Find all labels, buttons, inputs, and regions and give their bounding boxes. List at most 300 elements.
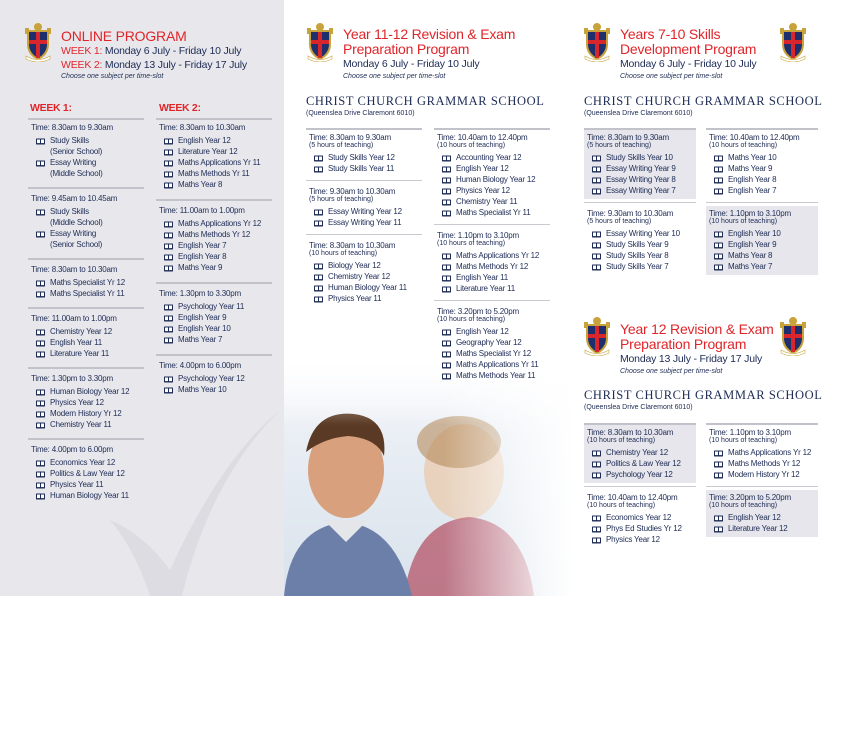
time-slot-block bbox=[28, 262, 144, 302]
subject-label: English Year 7 bbox=[728, 186, 777, 195]
teaching-hours-note: (5 hours of teaching) bbox=[309, 142, 374, 149]
subject-item bbox=[437, 196, 550, 207]
subject-label: English Year 10 bbox=[728, 229, 781, 238]
subject-item bbox=[587, 534, 696, 545]
time-slot-block bbox=[156, 358, 272, 398]
subject-item bbox=[709, 458, 818, 469]
book-icon bbox=[36, 329, 45, 336]
teaching-hours-note: (5 hours of teaching) bbox=[309, 196, 374, 203]
book-icon bbox=[314, 209, 323, 216]
subject-item bbox=[587, 523, 696, 534]
book-icon bbox=[592, 188, 601, 195]
subject-label: Maths Methods Yr 12 bbox=[728, 459, 801, 468]
year-11-12-panel bbox=[284, 0, 574, 596]
book-icon bbox=[164, 254, 173, 261]
time-slot-label: Time: 10.40am to 12.40pm bbox=[437, 133, 528, 142]
subject-label: Economics Year 12 bbox=[606, 513, 672, 522]
time-slot-block bbox=[156, 120, 272, 193]
subject-item bbox=[159, 168, 272, 179]
divider-line bbox=[706, 486, 818, 487]
time-slot-block bbox=[306, 184, 422, 231]
subject-label: Study Skills (Senior School) bbox=[50, 136, 103, 156]
book-icon bbox=[164, 160, 173, 167]
subject-label: Phys Ed Studies Yr 12 bbox=[606, 524, 682, 533]
subject-label: Literature Year 11 bbox=[456, 284, 515, 293]
subject-item bbox=[31, 337, 144, 348]
book-icon bbox=[36, 422, 45, 429]
subject-label: Maths Specialist Yr 11 bbox=[50, 289, 125, 298]
teaching-hours-note: (10 hours of teaching) bbox=[437, 316, 506, 323]
subject-label: Maths Methods Yr 11 bbox=[178, 169, 250, 178]
subject-label: English Year 11 bbox=[456, 273, 509, 282]
school-crest-icon bbox=[779, 316, 807, 356]
book-icon bbox=[592, 537, 601, 544]
subject-label: English Year 9 bbox=[178, 313, 227, 322]
time-slot-label: Time: 4.00pm to 6.00pm bbox=[159, 361, 242, 370]
time-slot-block bbox=[28, 191, 144, 253]
subject-item bbox=[159, 373, 272, 384]
book-icon bbox=[442, 188, 451, 195]
online-title: ONLINE PROGRAM bbox=[61, 28, 187, 44]
book-icon bbox=[592, 231, 601, 238]
subject-item bbox=[31, 277, 144, 288]
divider-line bbox=[28, 187, 144, 189]
time-slot-block bbox=[156, 203, 272, 276]
subject-item bbox=[309, 206, 422, 217]
book-icon bbox=[714, 188, 723, 195]
time-slot-label: Time: 11.00am to 1.00pm bbox=[159, 206, 245, 215]
divider-line bbox=[434, 224, 550, 225]
y1112-school-name: CHRIST CHURCH GRAMMAR SCHOOL bbox=[306, 94, 545, 108]
school-crest-icon bbox=[583, 22, 611, 62]
time-slot-label: Time: 3.20pm to 5.20pm bbox=[709, 493, 792, 502]
teaching-hours-note: (10 hours of teaching) bbox=[437, 142, 506, 149]
subject-item bbox=[309, 271, 422, 282]
subject-label: Maths Applications Yr 12 bbox=[456, 251, 540, 260]
subject-item bbox=[709, 185, 818, 196]
subject-item bbox=[31, 490, 144, 501]
subject-label: Maths Year 8 bbox=[728, 251, 773, 260]
divider-line bbox=[306, 180, 422, 181]
book-icon bbox=[314, 296, 323, 303]
book-icon bbox=[36, 493, 45, 500]
book-icon bbox=[714, 472, 723, 479]
book-icon bbox=[164, 232, 173, 239]
y710-address: (Queenslea Drive Claremont 6010) bbox=[584, 110, 693, 117]
subject-label: Physics Year 12 bbox=[456, 186, 510, 195]
book-icon bbox=[442, 351, 451, 358]
subject-item bbox=[159, 334, 272, 345]
subject-label: Maths Methods Yr 12 bbox=[178, 230, 251, 239]
subject-item bbox=[309, 163, 422, 174]
subject-label: English Year 12 bbox=[456, 327, 509, 336]
subject-label: Human Biology Year 11 bbox=[50, 491, 129, 500]
subject-label: Study Skills Year 8 bbox=[606, 251, 669, 260]
y12-school-name: CHRIST CHURCH GRAMMAR SCHOOL bbox=[584, 388, 823, 402]
subject-label: Maths Year 7 bbox=[728, 262, 773, 271]
subject-item bbox=[437, 250, 550, 261]
subject-item bbox=[437, 261, 550, 272]
book-icon bbox=[36, 351, 45, 358]
time-slot-block bbox=[28, 120, 144, 182]
subject-item bbox=[159, 251, 272, 262]
time-slot-label: Time: 8.30am to 10.30am bbox=[31, 265, 118, 274]
book-icon bbox=[442, 155, 451, 162]
subject-item bbox=[437, 163, 550, 174]
time-slot-block bbox=[434, 130, 550, 221]
book-icon bbox=[442, 264, 451, 271]
subject-item bbox=[309, 282, 422, 293]
book-icon bbox=[714, 461, 723, 468]
book-icon bbox=[442, 177, 451, 184]
book-icon bbox=[164, 315, 173, 322]
time-slot-block bbox=[306, 238, 422, 307]
subject-label: English Year 8 bbox=[178, 252, 227, 261]
subject-label: Study Skills Year 11 bbox=[328, 164, 395, 173]
time-slot-label: Time: 1.30pm to 3.30pm bbox=[159, 289, 242, 298]
subject-item bbox=[159, 179, 272, 190]
subject-item bbox=[709, 239, 818, 250]
subject-item bbox=[31, 386, 144, 397]
book-icon bbox=[714, 515, 723, 522]
time-slot-block bbox=[706, 206, 818, 275]
subject-label: Maths Year 9 bbox=[728, 164, 773, 173]
subject-label: Essay Writing (Senior School) bbox=[50, 229, 103, 249]
book-icon bbox=[314, 166, 323, 173]
subject-label: Study Skills Year 12 bbox=[328, 153, 395, 162]
subject-item bbox=[587, 512, 696, 523]
book-icon bbox=[714, 450, 723, 457]
time-slot-label: Time: 8.30am to 9.30am bbox=[309, 133, 392, 142]
time-slot-block bbox=[706, 425, 818, 483]
book-icon bbox=[442, 373, 451, 380]
book-icon bbox=[164, 171, 173, 178]
subject-label: Chemistry Year 11 bbox=[456, 197, 518, 206]
week1-heading: WEEK 1: bbox=[30, 102, 72, 114]
teaching-hours-note: (5 hours of teaching) bbox=[587, 142, 652, 149]
subject-label: Chemistry Year 12 bbox=[50, 327, 112, 336]
time-slot-block bbox=[584, 130, 696, 199]
divider-line bbox=[28, 307, 144, 309]
time-slot-label: Time: 1.10pm to 3.10pm bbox=[437, 231, 520, 240]
subject-label: Maths Year 8 bbox=[178, 180, 223, 189]
subject-label: Literature Year 12 bbox=[178, 147, 238, 156]
time-slot-block bbox=[706, 490, 818, 537]
subject-item bbox=[31, 157, 144, 179]
subject-label: Chemistry Year 12 bbox=[606, 448, 668, 457]
time-slot-label: Time: 9.30am to 10.30am bbox=[309, 187, 396, 196]
subject-label: Maths Applications Yr 11 bbox=[456, 360, 539, 369]
book-icon bbox=[164, 138, 173, 145]
book-icon bbox=[592, 461, 601, 468]
subject-item bbox=[31, 135, 144, 157]
book-icon bbox=[442, 329, 451, 336]
subject-label: Psychology Year 12 bbox=[178, 374, 245, 383]
online-choose-note: Choose one subject per time-slot bbox=[61, 73, 164, 80]
book-icon bbox=[592, 264, 601, 271]
subject-item bbox=[709, 512, 818, 523]
subject-item bbox=[709, 261, 818, 272]
subject-item bbox=[159, 229, 272, 240]
teaching-hours-note: (10 hours of teaching) bbox=[587, 502, 656, 509]
time-slot-block bbox=[584, 425, 696, 483]
subject-item bbox=[31, 206, 144, 228]
subject-label: Chemistry Year 12 bbox=[328, 272, 390, 281]
divider-line bbox=[306, 234, 422, 235]
y710-title-line1: Years 7-10 Skills bbox=[620, 26, 721, 42]
subject-label: Maths Applications Yr 12 bbox=[728, 448, 812, 457]
book-icon bbox=[36, 291, 45, 298]
subject-item bbox=[437, 337, 550, 348]
book-icon bbox=[592, 450, 601, 457]
book-icon bbox=[164, 149, 173, 156]
subject-item bbox=[709, 523, 818, 534]
time-slot-block bbox=[28, 311, 144, 362]
subject-item bbox=[31, 468, 144, 479]
book-icon bbox=[36, 389, 45, 396]
subject-item bbox=[709, 447, 818, 458]
subject-label: Human Biology Year 11 bbox=[328, 283, 407, 292]
book-icon bbox=[36, 280, 45, 287]
subject-item bbox=[437, 283, 550, 294]
subject-item bbox=[709, 152, 818, 163]
book-icon bbox=[442, 286, 451, 293]
subject-label: Essay Writing Year 9 bbox=[606, 164, 676, 173]
subject-item bbox=[31, 479, 144, 490]
subject-label: Study Skills Year 7 bbox=[606, 262, 669, 271]
subject-label: Essay Writing Year 11 bbox=[328, 218, 402, 227]
subject-item bbox=[437, 348, 550, 359]
time-slot-label: Time: 8.30am to 9.30am bbox=[587, 133, 670, 142]
time-slot-label: Time: 1.30pm to 3.30pm bbox=[31, 374, 114, 383]
book-icon bbox=[36, 138, 45, 145]
online-week2-dates: WEEK 2: Monday 13 July - Friday 17 July bbox=[61, 59, 247, 71]
subject-label: Essay Writing Year 10 bbox=[606, 229, 680, 238]
time-slot-label: Time: 9.45am to 10.45am bbox=[31, 194, 118, 203]
teaching-hours-note: (10 hours of teaching) bbox=[709, 437, 778, 444]
y710-school-name: CHRIST CHURCH GRAMMAR SCHOOL bbox=[584, 94, 823, 108]
y1112-choose-note: Choose one subject per time-slot bbox=[343, 73, 446, 80]
time-slot-label: Time: 8.30am to 10.30am bbox=[159, 123, 246, 132]
school-crest-icon bbox=[779, 22, 807, 62]
book-icon bbox=[36, 160, 45, 167]
teaching-hours-note: (10 hours of teaching) bbox=[309, 250, 378, 257]
subject-item bbox=[31, 419, 144, 430]
subject-item bbox=[587, 163, 696, 174]
time-slot-block bbox=[584, 206, 696, 275]
subject-item bbox=[31, 408, 144, 419]
subject-item bbox=[587, 228, 696, 239]
subject-item bbox=[159, 240, 272, 251]
subject-label: English Year 8 bbox=[728, 175, 777, 184]
y12-choose-note: Choose one subject per time-slot bbox=[620, 368, 723, 375]
subject-label: Essay Writing (Middle School) bbox=[50, 158, 103, 178]
subject-label: Study Skills (Middle School) bbox=[50, 207, 103, 227]
time-slot-label: Time: 10.40am to 12.40pm bbox=[709, 133, 800, 142]
book-icon bbox=[164, 221, 173, 228]
teaching-hours-note: (10 hours of teaching) bbox=[709, 502, 778, 509]
subject-label: Accounting Year 12 bbox=[456, 153, 522, 162]
time-slot-label: Time: 10.40am to 12.40pm bbox=[587, 493, 678, 502]
subject-label: Maths Methods Yr 12 bbox=[456, 262, 529, 271]
divider-line bbox=[584, 202, 696, 203]
subject-label: Maths Specialist Yr 11 bbox=[456, 208, 531, 217]
book-icon bbox=[592, 253, 601, 260]
subject-item bbox=[31, 348, 144, 359]
book-icon bbox=[314, 285, 323, 292]
book-icon bbox=[592, 526, 601, 533]
subject-label: Physics Year 11 bbox=[328, 294, 382, 303]
time-slot-block bbox=[706, 130, 818, 199]
y710-title-line2: Development Program bbox=[620, 41, 757, 57]
subject-item bbox=[709, 163, 818, 174]
book-icon bbox=[314, 220, 323, 227]
subject-label: Study Skills Year 9 bbox=[606, 240, 669, 249]
book-icon bbox=[442, 253, 451, 260]
time-slot-block bbox=[584, 490, 696, 548]
teaching-hours-note: (10 hours of teaching) bbox=[587, 437, 656, 444]
subject-label: Literature Year 11 bbox=[50, 349, 109, 358]
time-slot-label: Time: 8.30am to 10.30am bbox=[309, 241, 396, 250]
time-slot-label: Time: 1.10pm to 3.10pm bbox=[709, 428, 792, 437]
subject-label: Study Skills Year 10 bbox=[606, 153, 673, 162]
subject-label: Maths Applications Yr 11 bbox=[178, 158, 261, 167]
subject-item bbox=[587, 239, 696, 250]
subject-item bbox=[587, 250, 696, 261]
subject-item bbox=[709, 250, 818, 261]
week2-heading: WEEK 2: bbox=[159, 102, 201, 114]
subject-item bbox=[159, 323, 272, 334]
time-slot-block bbox=[306, 130, 422, 177]
y12-title-line1: Year 12 Revision & Exam bbox=[620, 321, 774, 337]
subject-label: Human Biology Year 12 bbox=[456, 175, 536, 184]
teaching-hours-note: (10 hours of teaching) bbox=[709, 218, 778, 225]
subject-item bbox=[159, 262, 272, 273]
book-icon bbox=[36, 209, 45, 216]
book-icon bbox=[714, 166, 723, 173]
book-icon bbox=[442, 275, 451, 282]
divider-line bbox=[28, 438, 144, 440]
subject-label: Geography Year 12 bbox=[456, 338, 522, 347]
book-icon bbox=[164, 182, 173, 189]
time-slot-block bbox=[28, 371, 144, 433]
y710-dates: Monday 6 July - Friday 10 July bbox=[620, 58, 757, 70]
subject-label: Politics & Law Year 12 bbox=[50, 469, 125, 478]
subject-item bbox=[309, 293, 422, 304]
book-icon bbox=[36, 231, 45, 238]
subject-item bbox=[587, 174, 696, 185]
students-photo bbox=[284, 352, 574, 596]
subject-label: Physics Year 12 bbox=[50, 398, 104, 407]
subject-item bbox=[437, 272, 550, 283]
book-icon bbox=[714, 155, 723, 162]
school-crest-icon bbox=[306, 22, 334, 62]
book-icon bbox=[592, 515, 601, 522]
subject-label: Maths Year 10 bbox=[178, 385, 227, 394]
divider-line bbox=[584, 486, 696, 487]
y12-dates: Monday 13 July - Friday 17 July bbox=[620, 353, 763, 365]
subject-item bbox=[587, 469, 696, 480]
subject-item bbox=[31, 288, 144, 299]
subject-item bbox=[159, 157, 272, 168]
subject-item bbox=[587, 458, 696, 469]
subject-label: English Year 11 bbox=[50, 338, 103, 347]
subject-item bbox=[31, 228, 144, 250]
book-icon bbox=[164, 337, 173, 344]
book-icon bbox=[714, 231, 723, 238]
subject-item bbox=[159, 384, 272, 395]
subject-item bbox=[587, 447, 696, 458]
divider-line bbox=[156, 199, 272, 201]
teaching-hours-note: (10 hours of teaching) bbox=[437, 240, 506, 247]
y12-address: (Queenslea Drive Claremont 6010) bbox=[584, 404, 693, 411]
time-slot-block bbox=[156, 286, 272, 348]
book-icon bbox=[314, 155, 323, 162]
book-icon bbox=[714, 242, 723, 249]
divider-line bbox=[28, 258, 144, 260]
subject-label: Maths Year 7 bbox=[178, 335, 223, 344]
school-crest-icon bbox=[24, 22, 52, 62]
subject-item bbox=[437, 207, 550, 218]
subject-label: English Year 10 bbox=[178, 324, 231, 333]
subject-label: Politics & Law Year 12 bbox=[606, 459, 681, 468]
book-icon bbox=[442, 340, 451, 347]
subject-item bbox=[309, 217, 422, 228]
time-slot-label: Time: 8.30am to 10.30am bbox=[587, 428, 674, 437]
book-icon bbox=[314, 263, 323, 270]
time-slot-label: Time: 3.20pm to 5.20pm bbox=[437, 307, 520, 316]
book-icon bbox=[164, 304, 173, 311]
subject-item bbox=[709, 174, 818, 185]
subject-item bbox=[159, 218, 272, 229]
book-icon bbox=[164, 326, 173, 333]
online-week1-dates: WEEK 1: Monday 6 July - Friday 10 July bbox=[61, 45, 242, 57]
subject-label: Psychology Year 11 bbox=[178, 302, 245, 311]
subject-label: Maths Specialist Yr 12 bbox=[50, 278, 126, 287]
subject-label: Economics Year 12 bbox=[50, 458, 116, 467]
teaching-hours-note: (5 hours of teaching) bbox=[587, 218, 652, 225]
subject-label: Modern History Yr 12 bbox=[50, 409, 122, 418]
subject-label: English Year 12 bbox=[178, 136, 231, 145]
subject-item bbox=[437, 185, 550, 196]
subject-item bbox=[309, 152, 422, 163]
book-icon bbox=[592, 155, 601, 162]
subject-label: Maths Year 10 bbox=[728, 153, 777, 162]
book-icon bbox=[592, 472, 601, 479]
divider-line bbox=[156, 282, 272, 284]
subject-item bbox=[709, 469, 818, 480]
book-icon bbox=[714, 253, 723, 260]
book-icon bbox=[314, 274, 323, 281]
time-slot-label: Time: 11.00am to 1.00pm bbox=[31, 314, 117, 323]
subject-label: Essay Writing Year 7 bbox=[606, 186, 676, 195]
subject-label: Chemistry Year 11 bbox=[50, 420, 112, 429]
y710-choose-note: Choose one subject per time-slot bbox=[620, 73, 723, 80]
subject-item bbox=[437, 174, 550, 185]
subject-label: Maths Applications Yr 12 bbox=[178, 219, 262, 228]
online-program-panel bbox=[0, 0, 284, 596]
book-icon bbox=[36, 482, 45, 489]
book-icon bbox=[442, 362, 451, 369]
subject-label: Maths Methods Year 11 bbox=[456, 371, 536, 380]
subject-item bbox=[437, 326, 550, 337]
time-slot-block bbox=[434, 304, 550, 384]
book-icon bbox=[714, 177, 723, 184]
time-slot-label: Time: 8.30am to 9.30am bbox=[31, 123, 114, 132]
book-icon bbox=[592, 166, 601, 173]
subject-item bbox=[709, 228, 818, 239]
y1112-address: (Queenslea Drive Claremont 6010) bbox=[306, 110, 415, 117]
